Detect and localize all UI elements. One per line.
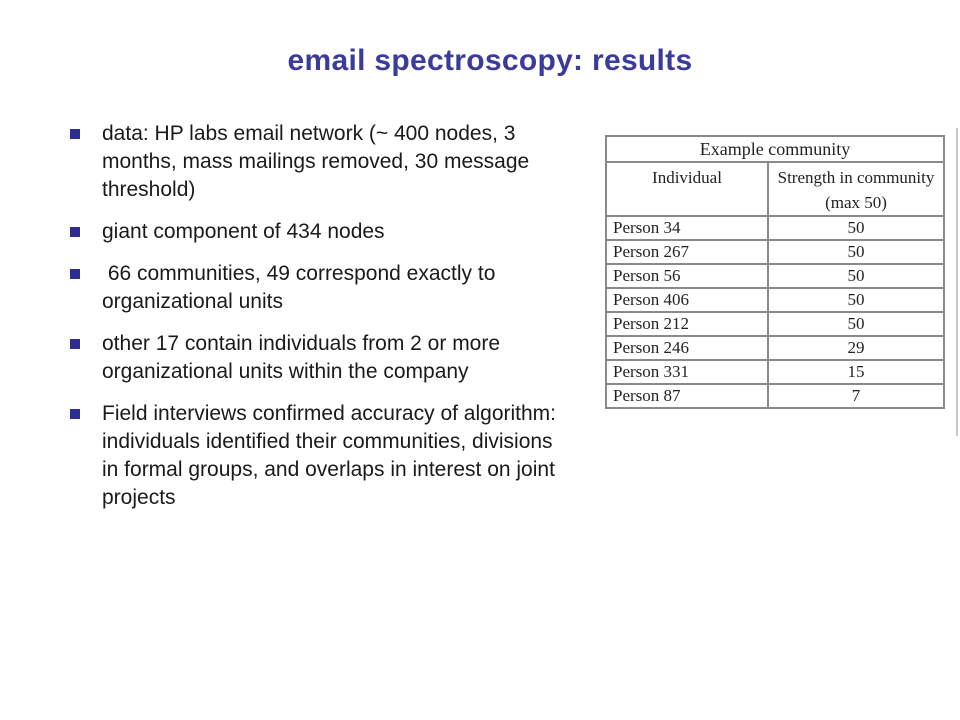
table-row [606, 360, 944, 384]
square-bullet-icon [70, 339, 80, 349]
cell-strength: 50 [768, 240, 944, 264]
cell-individual: Person 406 [606, 288, 768, 312]
cell-strength: 50 [768, 264, 944, 288]
cell-strength: 29 [768, 336, 944, 360]
cell-individual: Person 56 [606, 264, 768, 288]
bullet-text: data: HP labs email network (~ 400 nodes, 3 months, mass mailings removed, 30 message threshold) [102, 122, 530, 201]
bullet-text: 66 communities, 49 correspond exactly to organizational units [102, 262, 502, 313]
square-bullet-icon [70, 409, 80, 419]
table-row [606, 264, 944, 288]
cell-individual: Person 212 [606, 312, 768, 336]
bullet-text: giant component of 434 nodes [102, 220, 385, 243]
table-caption: Example community [606, 136, 944, 162]
table-row [606, 384, 944, 408]
square-bullet-icon [70, 227, 80, 237]
bullet-item [70, 330, 570, 386]
bullet-item [70, 400, 570, 512]
column-header-strength: Strength in community (max 50) [768, 162, 944, 216]
cell-individual: Person 34 [606, 216, 768, 240]
bullet-list [70, 120, 570, 526]
cell-strength: 50 [768, 288, 944, 312]
table-row [606, 312, 944, 336]
table-row [606, 336, 944, 360]
bullet-item [70, 260, 570, 316]
cell-individual: Person 246 [606, 336, 768, 360]
bullet-item [70, 218, 570, 246]
square-bullet-icon [70, 269, 80, 279]
cell-individual: Person 87 [606, 384, 768, 408]
slide-title: email spectroscopy: results [287, 44, 693, 77]
cell-strength: 15 [768, 360, 944, 384]
table-row [606, 288, 944, 312]
square-bullet-icon [70, 129, 80, 139]
cell-individual: Person 267 [606, 240, 768, 264]
bullet-text: other 17 contain individuals from 2 or more organizational units within the company [102, 332, 501, 383]
cell-strength: 50 [768, 216, 944, 240]
community-table-container [605, 135, 945, 409]
cell-strength: 50 [768, 312, 944, 336]
table-row [606, 240, 944, 264]
cell-individual: Person 331 [606, 360, 768, 384]
community-table [605, 135, 945, 409]
bullet-item [70, 120, 570, 204]
column-header-individual: Individual [606, 162, 768, 216]
cell-strength: 7 [768, 384, 944, 408]
divider-line [956, 128, 958, 436]
bullet-text: Field interviews confirmed accuracy of algorithm: individuals identified their communities, divisions in formal groups, and overlaps in interest on joint projects [102, 402, 557, 509]
table-row [606, 216, 944, 240]
